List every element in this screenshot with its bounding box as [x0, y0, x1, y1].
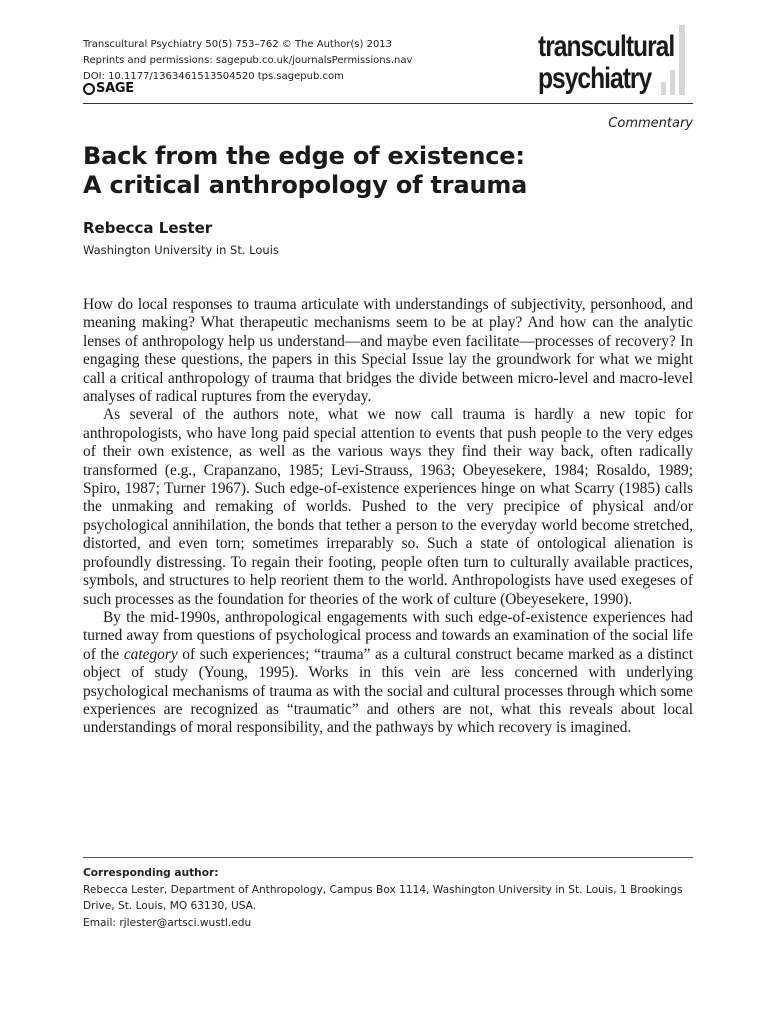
footer-divider: [83, 857, 693, 858]
paragraph-text: By the mid-1990s, anthropological engagements with such edge-of-existence experiences had turned away from questions of psychological process and towards an examination of the social life of the: [83, 608, 693, 663]
body-paragraph: [83, 609, 693, 738]
paragraph-text: of such experiences; “trauma” as a cultural construct became marked as a distinct object of study (Young, 1995). Works in this vein are less concerned with underlying psychological mechanisms of trauma as with the social and cultural processes through which some experiences are recognized as “traumatic” and others are not, what this reveals about local understandings of moral responsibility, and the pathways by which recovery is imagined.: [83, 645, 693, 737]
citation-line: Transcultural Psychiatry 50(5) 753–762 © The Author(s) 2013: [83, 39, 393, 50]
journal-logo: [538, 30, 698, 100]
corresponding-author-email: Email: rjlester@artsci.wustl.edu: [83, 916, 252, 929]
corresponding-author-address: Rebecca Lester, Department of Anthropology, Campus Box 1114, Washington University in St. Louis, 1 Brookings Drive, St. Louis, MO 63130, USA.: [83, 883, 683, 912]
title-line: Back from the edge of existence:: [83, 142, 525, 170]
author-affiliation: Washington University in St. Louis: [83, 243, 279, 257]
sage-logo: [83, 81, 134, 96]
doi-line: DOI: 10.1177/1363461513504520 tps.sagepub.com: [83, 71, 344, 82]
author-name: Rebecca Lester: [83, 219, 213, 237]
journal-logo-line2: psychiatry: [538, 62, 652, 95]
journal-metadata: [83, 37, 412, 85]
article-type: Commentary: [608, 116, 693, 131]
sage-mark-icon: [83, 83, 95, 95]
logo-bar-icon: [679, 25, 685, 95]
permissions-line: Reprints and permissions: sagepub.co.uk/journalsPermissions.nav: [83, 55, 413, 66]
corresponding-author-label: Corresponding author:: [83, 867, 219, 879]
article-title: [83, 142, 693, 200]
article-body: [83, 296, 693, 738]
body-paragraph: How do local responses to trauma articulate with understandings of subjectivity, personhood, and meaning making? What therapeutic mechanisms seem to be at play? And how can the analytic lenses of anthropology help us understand—and maybe even facilitate—processes of recovery? In engaging these questions, the papers in this Special Issue lay the groundwork for what we might call a critical anthropology of trauma that bridges the divide between micro-level and macro-level analyses of radical ruptures from the everyday.: [83, 296, 693, 406]
corresponding-author-note: [83, 865, 693, 931]
logo-bar-icon: [661, 82, 666, 95]
logo-bar-icon: [670, 70, 675, 95]
emphasized-term: category: [123, 645, 178, 663]
header-divider: [83, 103, 693, 104]
title-line: A critical anthropology of trauma: [83, 171, 528, 199]
journal-logo-line1: transcultural: [538, 30, 675, 63]
sage-logo-text: SAGE: [96, 81, 134, 96]
body-paragraph: As several of the authors note, what we now call trauma is hardly a new topic for anthropologists, who have long paid special attention to events that push people to the very edges of their own existence, as well as the various ways they find their way back, often radically transformed (e.g., Crapanzano, 1985; Levi-Strauss, 1963; Obeyesekere, 1984; Rosaldo, 1989; Spiro, 1987; Turner 1967). Such edge-of-existence experiences hinge on what Scarry (1985) calls the unmaking and remaking of worlds. Pushed to the very precipice of physical and/or psychological annihilation, the bonds that tether a person to the everyday world become stretched, distorted, and even torn; sometimes irreparably so. Such a state of ontological alienation is profoundly distressing. To regain their footing, people often turn to culturally available practices, symbols, and structures to help reorient them to the world. Anthropologists have used exegeses of such processes as the foundation for theories of the work of culture (Obeyesekere, 1990).: [83, 406, 693, 608]
